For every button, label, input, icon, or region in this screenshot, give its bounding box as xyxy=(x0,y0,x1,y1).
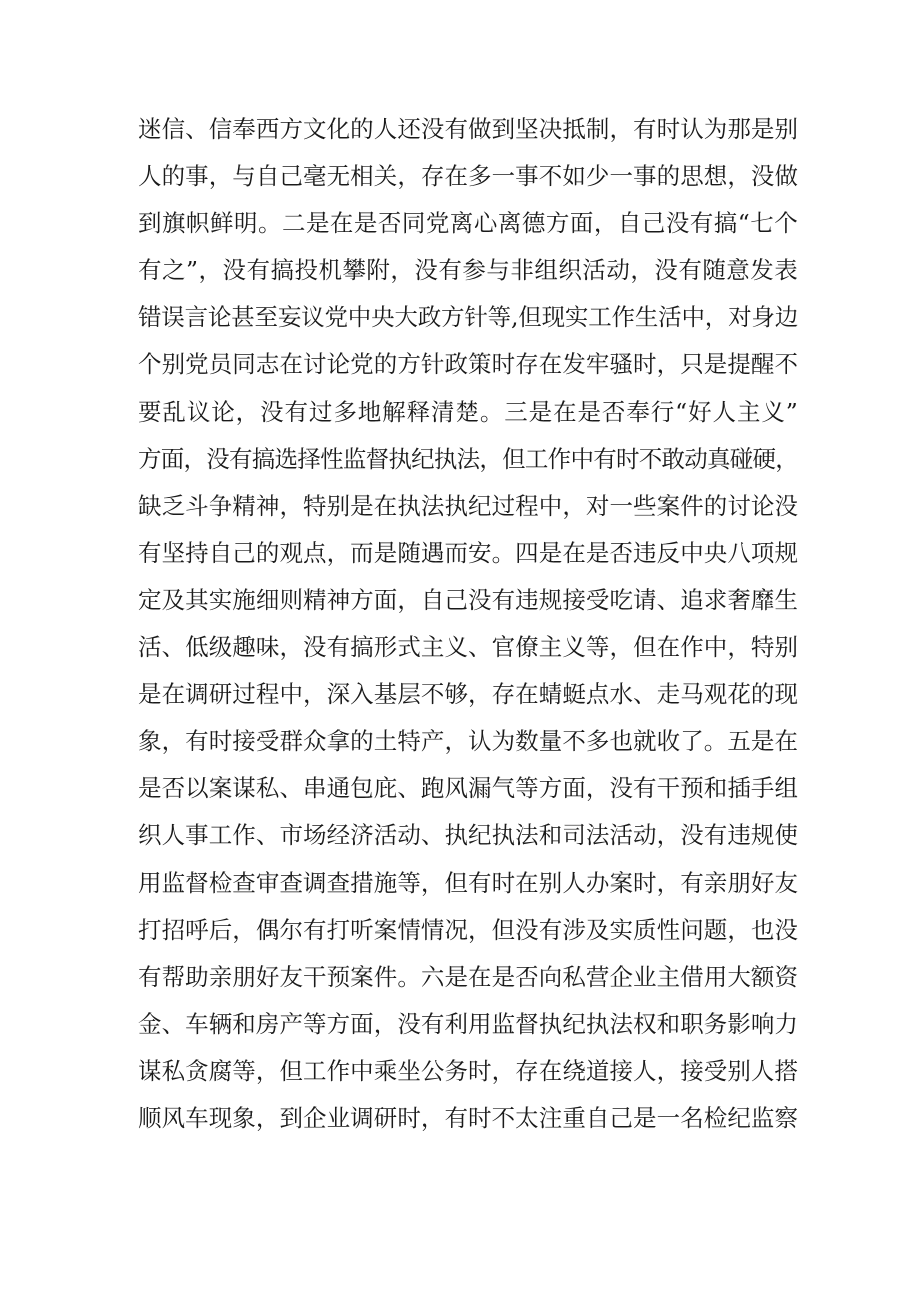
text-line: 定及其实施细则精神方面，自己没有违规接受吃请、追求奢靡生 xyxy=(138,585,798,614)
text-line: 谋私贪腐等，但工作中乘坐公务时，存在绕道接人，接受别人搭 xyxy=(138,1056,798,1085)
text-line: 有之”，没有搞投机攀附，没有参与非组织活动，没有随意发表 xyxy=(138,256,798,285)
text-line: 用监督检查审查调查措施等，但有时在别人办案时，有亲朋好友 xyxy=(138,868,798,897)
text-line: 是否以案谋私、串通包庇、跑风漏气等方面，没有干预和插手组 xyxy=(138,774,798,803)
text-line: 打招呼后，偶尔有打听案情情况，但没有涉及实质性问题，也没 xyxy=(138,915,798,944)
text-line: 活、低级趣味，没有搞形式主义、官僚主义等，但在作中，特别 xyxy=(138,633,798,662)
text-line: 方面，没有搞选择性监督执纪执法，但工作中有时不敢动真碰硬， xyxy=(138,444,798,473)
text-line: 有帮助亲朋好友干预案件。六是在是否向私营企业主借用大额资 xyxy=(138,962,798,991)
text-line: 金、车辆和房产等方面，没有利用监督执纪执法权和职务影响力 xyxy=(138,1009,798,1038)
text-line: 人的事，与自己毫无相关，存在多一事不如少一事的思想，没做 xyxy=(138,162,798,191)
text-line: 织人事工作、市场经济活动、执纪执法和司法活动，没有违规使 xyxy=(138,821,798,850)
body-paragraph xyxy=(138,106,798,1142)
text-line: 有坚持自己的观点，而是随遇而安。四是在是否违反中央八项规 xyxy=(138,538,798,567)
text-line: 错误言论甚至妄议党中央大政方针等,但现实工作生活中，对身边 xyxy=(138,303,798,332)
text-line: 缺乏斗争精神，特别是在执法执纪过程中，对一些案件的讨论没 xyxy=(138,491,798,520)
text-line: 象，有时接受群众拿的土特产，认为数量不多也就收了。五是在 xyxy=(138,727,798,756)
text-line: 个别党员同志在讨论党的方针政策时存在发牢骚时，只是提醒不 xyxy=(138,350,798,379)
text-line: 顺风车现象，到企业调研时，有时不太注重自己是一名检纪监察 xyxy=(138,1103,798,1132)
text-line: 要乱议论，没有过多地解释清楚。三是在是否奉行“好人主义” xyxy=(138,397,798,426)
text-line: 迷信、信奉西方文化的人还没有做到坚决抵制，有时认为那是别 xyxy=(138,115,798,143)
text-line: 是在调研过程中，深入基层不够，存在蜻蜓点水、走马观花的现 xyxy=(138,680,798,709)
text-line: 到旗帜鲜明。二是在是否同党离心离德方面，自己没有搞“七个 xyxy=(138,209,798,238)
